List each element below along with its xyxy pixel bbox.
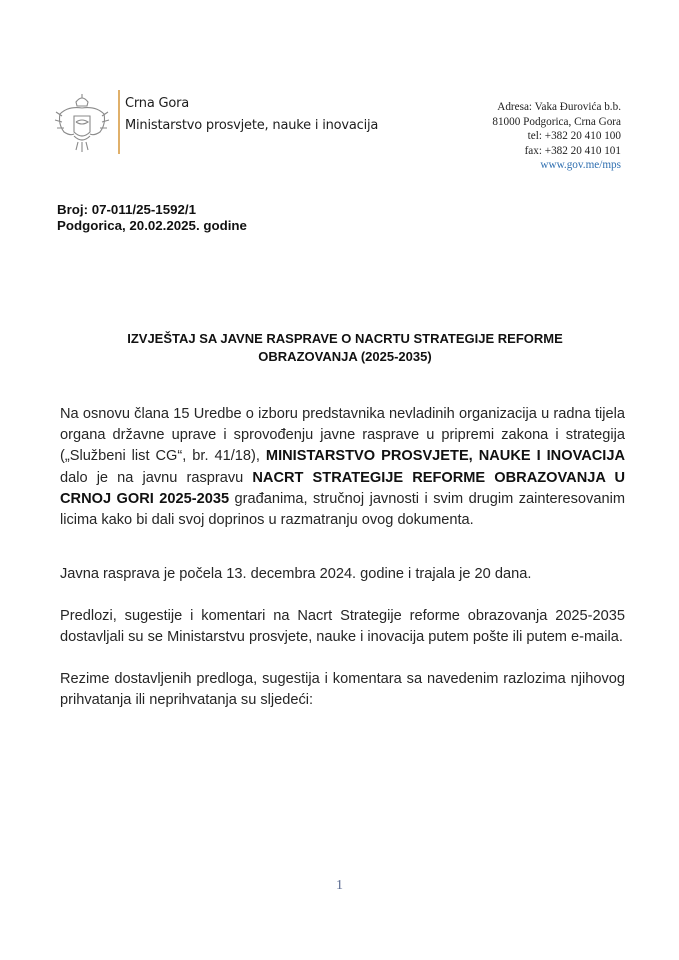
place-date: Podgorica, 20.02.2025. godine [57,218,247,233]
paragraph-submissions: Predlozi, sugestije i komentari na Nacrt Strategije reforme obrazovanja 2025-2035 dostavljali su se Ministarstvu prosvjete, nauke i inovacija putem pošte ili putem e-maila. [60,608,625,646]
reference-block [57,202,247,234]
header-divider [118,90,120,154]
website-link[interactable]: www.gov.me/mps [540,159,621,171]
ministry-name: Ministarstvo prosvjete, nauke i inovacija [125,118,379,133]
title-line-2: OBRAZOVANJA (2025-2035) [258,349,432,364]
title-line-1: IZVJEŠTAJ SA JAVNE RASPRAVE O NACRTU STRATEGIJE REFORME [127,331,563,346]
page-number: 1 [336,878,343,893]
address-street: Adresa: Vaka Đurovića b.b. [497,101,621,113]
document-title [60,330,630,366]
paragraph-summary-intro: Rezime dostavljenih predloga, sugestija i komentara sa navedenim razlozima njihovog prihvatanja ili neprihvatanja su sljedeći: [60,671,625,709]
paragraph-legal-basis [60,404,625,531]
address-tel: tel: +382 20 410 100 [527,130,621,142]
p1-text-a: Na osnovu člana 15 Uredbe o izboru predstavnika nevladinih organizacija u radna tijela organa državne uprave i sprovođenju javne rasprave u pripremi zakona i strategija („Službeni list CG“, br. 41/18), [60,406,625,465]
p1-ministry-bold: MINISTARSTVO PROSVJETE, NAUKE I INOVACIJA [265,448,626,465]
coat-of-arms-icon [52,92,112,156]
address-block [492,100,621,173]
paragraph-duration: Javna rasprava je počela 13. decembra 2024. godine i trajala je 20 dana. [60,566,532,582]
country-name: Crna Gora [125,96,190,111]
reference-number: Broj: 07-011/25-1592/1 [57,202,196,217]
address-city: 81000 Podgorica, Crna Gora [492,115,621,128]
p1-text-e: građanima, stručnoj javnosti i svim drugim zainteresovanim licima kako bi dali svoj doprinos u razmatranju ovog dokumenta. [60,490,625,529]
p1-draft-bold: NACRT STRATEGIJE REFORME OBRAZOVANJA U CRNOJ GORI 2025-2035 [60,469,625,507]
p1-text-c: dalo je na javnu raspravu [60,469,253,486]
address-fax: fax: +382 20 410 101 [524,144,621,157]
organization-block [125,93,378,137]
